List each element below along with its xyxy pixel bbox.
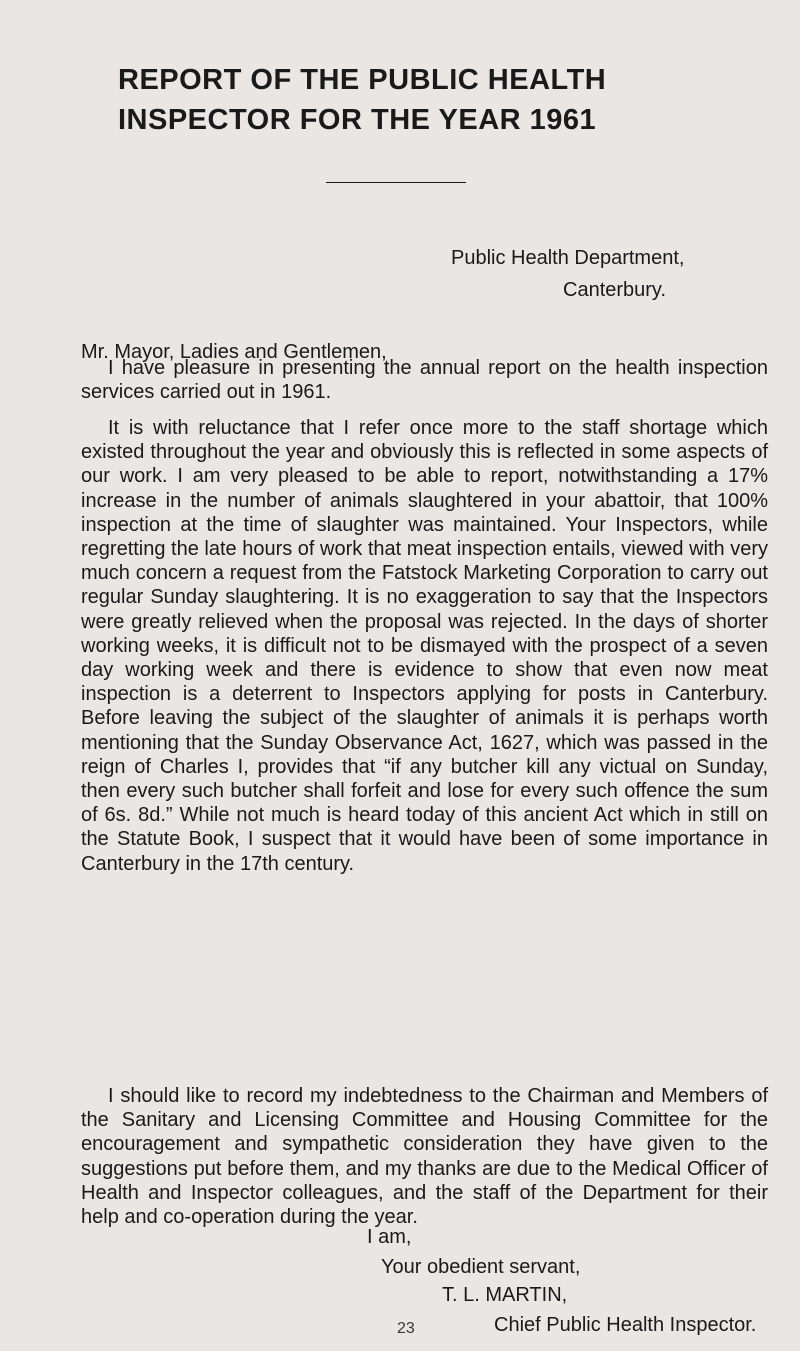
closing-i-am: I am, bbox=[367, 1226, 412, 1248]
address-city: Canterbury. bbox=[563, 279, 667, 301]
page-number: 23 bbox=[397, 1320, 415, 1337]
signatory-name: T. L. MARTIN, bbox=[442, 1284, 568, 1306]
report-title bbox=[118, 60, 738, 140]
salutation: Mr. Mayor, Ladies and Gentlemen, bbox=[81, 341, 387, 363]
paragraph-intro: I have pleasure in presenting the annual report on the health inspection services carried out in 1961. bbox=[81, 357, 768, 404]
closing-obedient-servant: Your obedient servant, bbox=[381, 1256, 581, 1278]
paragraph-acknowledgements: I should like to record my indebtedness to the Chairman and Members of the Sanitary and Licensing Committee and Housing Committee for the encouragement and sympathetic consideration they have given to the suggestions put before them, and my thanks are due to the Medical Officer of Health and Inspector colleagues, and the staff of the Department for their help and co-operation during the year. bbox=[81, 1085, 768, 1229]
paragraph-staff-shortage: It is with reluctance that I refer once more to the staff shortage which existed throughout the year and obviously this is reflected in some aspects of our work. I am very pleased to be able to report, notwithstanding a 17% increase in the number of animals slaughtered in your abattoir, that 100% inspection at the time of slaughter was maintained. Your Inspectors, while regretting the late hours of work that meat inspection entails, viewed with very much concern a request from the Fatstock Marketing Corporation to carry out regular Sunday slaughtering. It is no exaggeration to say that the Inspectors were greatly relieved when the proposal was rejected. In the days of shorter working weeks, it is difficult not to be dismayed with the prospect of a seven day working week and there is evidence to show that even now meat inspection is a deterrent to Inspectors applying for posts in Canterbury. Before leaving the subject of the slaughter of animals it is perhaps worth mentioning that the Sunday Observance Act, 1627, which was passed in the reign of Charles I, provides that “if any butcher kill any victual on Sunday, then every such butcher shall forfeit and lose for every such offence the sum of 6s. 8d.” While not much is heard today of this ancient Act which in still on the Statute Book, I suspect that it would have been of some importance in Canterbury in the 17th century. bbox=[81, 417, 769, 875]
report-title-line-1: REPORT OF THE PUBLIC HEALTH bbox=[118, 64, 607, 96]
title-divider bbox=[326, 182, 466, 183]
signatory-role: Chief Public Health Inspector. bbox=[494, 1314, 757, 1336]
address-department: Public Health Department, bbox=[451, 247, 685, 269]
report-title-line-2: INSPECTOR FOR THE YEAR 1961 bbox=[118, 104, 597, 136]
